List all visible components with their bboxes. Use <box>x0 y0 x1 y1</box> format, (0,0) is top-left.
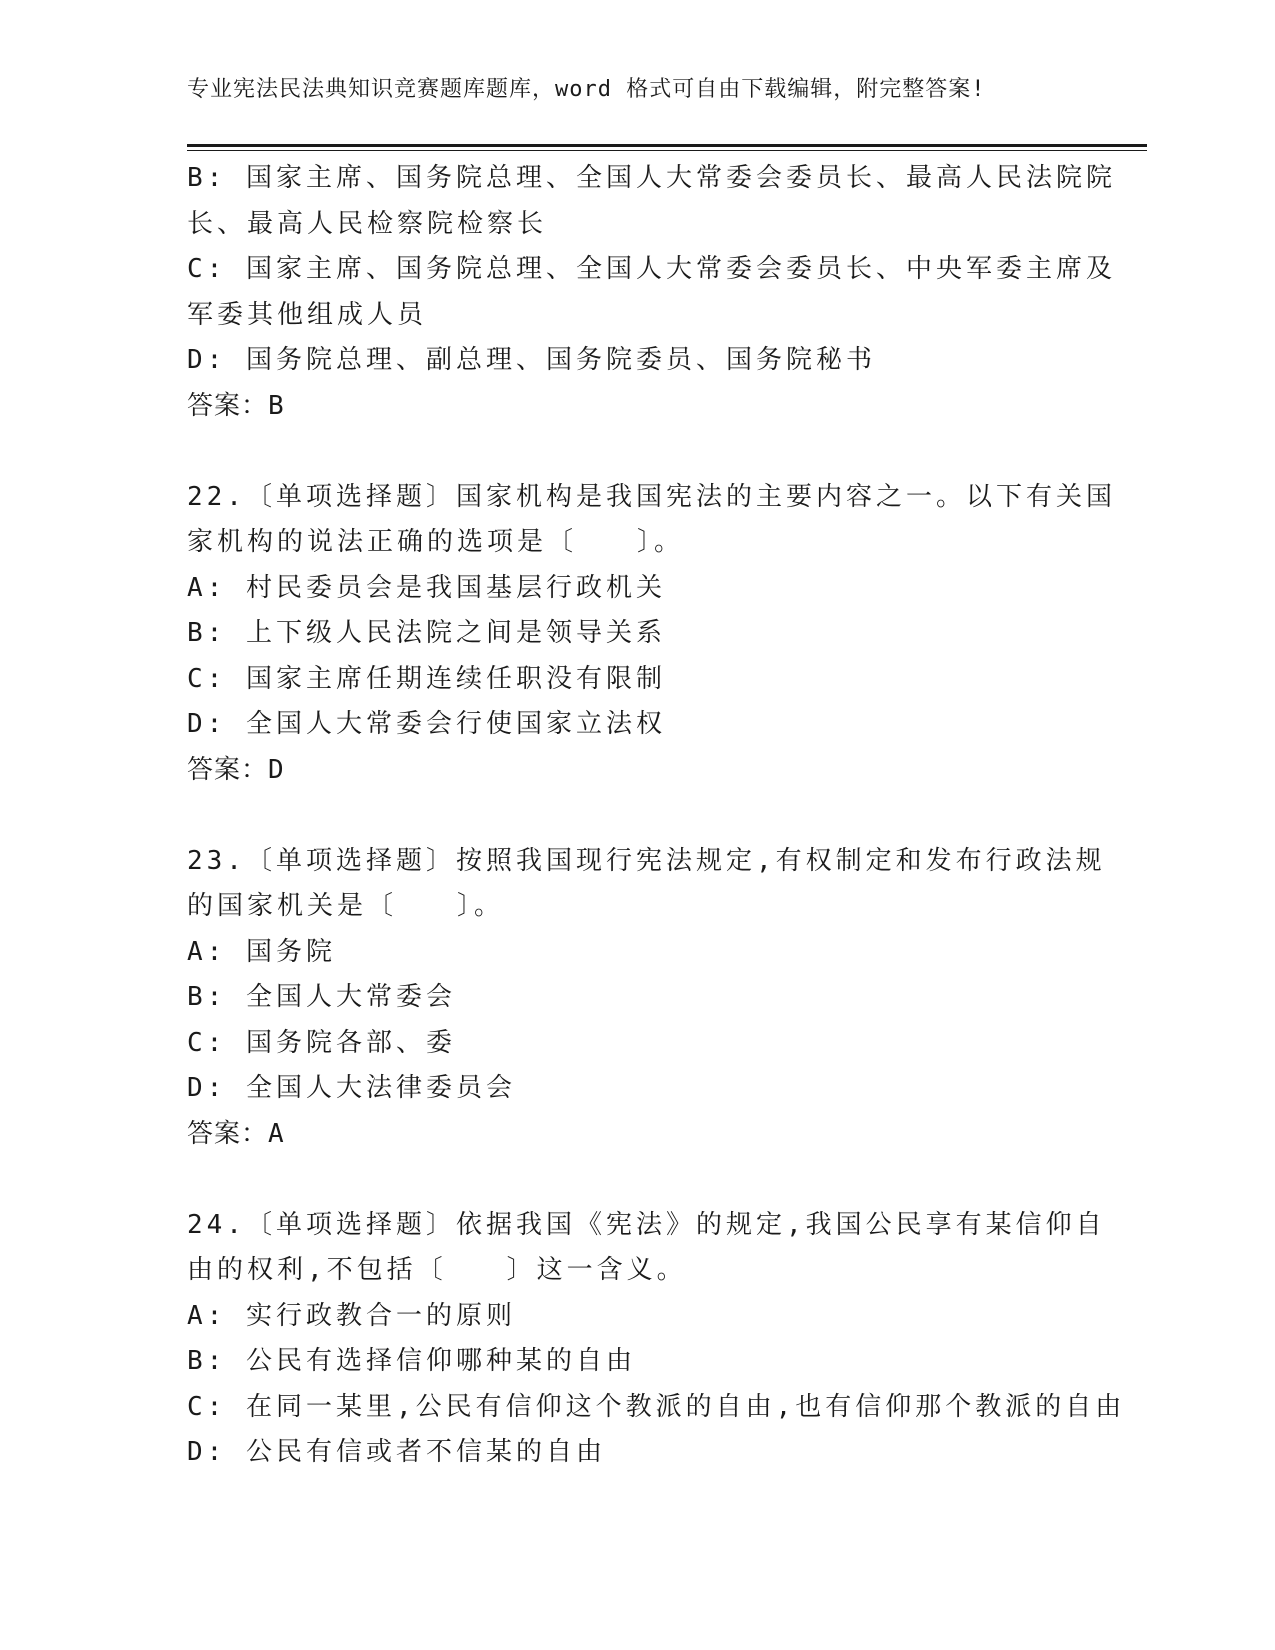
q23-option-c: C: 国务院各部、委 <box>187 1027 456 1058</box>
q23-answer-label: 答案： <box>187 1118 269 1149</box>
q23-answer <box>187 1112 1087 1158</box>
q23-answer-value: A <box>268 1118 285 1149</box>
q21-answer-value: B <box>268 390 285 421</box>
q24-stem-line1: 24.〔单项选择题〕依据我国《宪法》的规定,我国公民享有某信仰自 <box>187 1209 1106 1240</box>
q21-option-b-line2: 长、最高人民检察院检察长 <box>187 208 548 239</box>
question-22 <box>187 475 1116 794</box>
q23-stem-line2: 的国家机关是〔 〕。 <box>187 891 505 921</box>
spacer <box>187 793 1087 839</box>
header-rule-thick <box>187 144 1147 147</box>
q23-stem-line1: 23.〔单项选择题〕按照我国现行宪法规定,有权制定和发布行政法规 <box>187 845 1106 876</box>
q23-option-a: A: 国务院 <box>187 936 336 967</box>
document-body <box>187 156 1126 1476</box>
question-24 <box>187 1203 1126 1476</box>
q21-option-b-line1: B: 国家主席、国务院总理、全国人大常委会委员长、最高人民法院院 <box>187 163 1116 193</box>
question-21 <box>187 156 1116 429</box>
q22-option-c: C: 国家主席任期连续任职没有限制 <box>187 663 666 694</box>
q22-answer <box>187 748 1087 794</box>
q22-answer-label: 答案： <box>187 754 269 785</box>
q22-option-d: D: 全国人大常委会行使国家立法权 <box>187 709 666 739</box>
q22-stem-line2: 家机构的说法正确的选项是〔 〕。 <box>187 527 685 557</box>
q21-option-d: D: 国务院总理、副总理、国务院委员、国务院秘书 <box>187 345 876 375</box>
spacer <box>187 1157 1087 1203</box>
q21-option-c-line2: 军委其他组成人员 <box>187 299 428 330</box>
q21-option-c-line1: C: 国家主席、国务院总理、全国人大常委会委员长、中央军委主席及 <box>187 254 1116 284</box>
q24-option-d: D: 公民有信或者不信某的自由 <box>187 1437 606 1467</box>
q23-option-d: D: 全国人大法律委员会 <box>187 1073 516 1103</box>
q22-option-b: B: 上下级人民法院之间是领导关系 <box>187 618 666 648</box>
q24-stem-line2: 由的权利,不包括〔 〕这一含义。 <box>187 1255 687 1285</box>
q21-answer <box>187 384 1087 430</box>
q23-option-b: B: 全国人大常委会 <box>187 982 456 1012</box>
q24-option-b: B: 公民有选择信仰哪种某的自由 <box>187 1346 636 1376</box>
q24-option-c: C: 在同一某里,公民有信仰这个教派的自由,也有信仰那个教派的自由 <box>187 1391 1126 1422</box>
q22-stem-line1: 22.〔单项选择题〕国家机构是我国宪法的主要内容之一。以下有关国 <box>187 481 1116 512</box>
q22-answer-value: D <box>268 754 285 785</box>
spacer <box>187 429 1087 475</box>
q21-answer-label: 答案： <box>187 390 269 421</box>
q22-option-a: A: 村民委员会是我国基层行政机关 <box>187 572 666 603</box>
page-header: 专业宪法民法典知识竞赛题库题库，word 格式可自由下载编辑，附完整答案! <box>187 77 986 102</box>
question-23 <box>187 839 1106 1158</box>
header-rule-thin <box>187 150 1147 151</box>
q24-option-a: A: 实行政教合一的原则 <box>187 1300 516 1331</box>
